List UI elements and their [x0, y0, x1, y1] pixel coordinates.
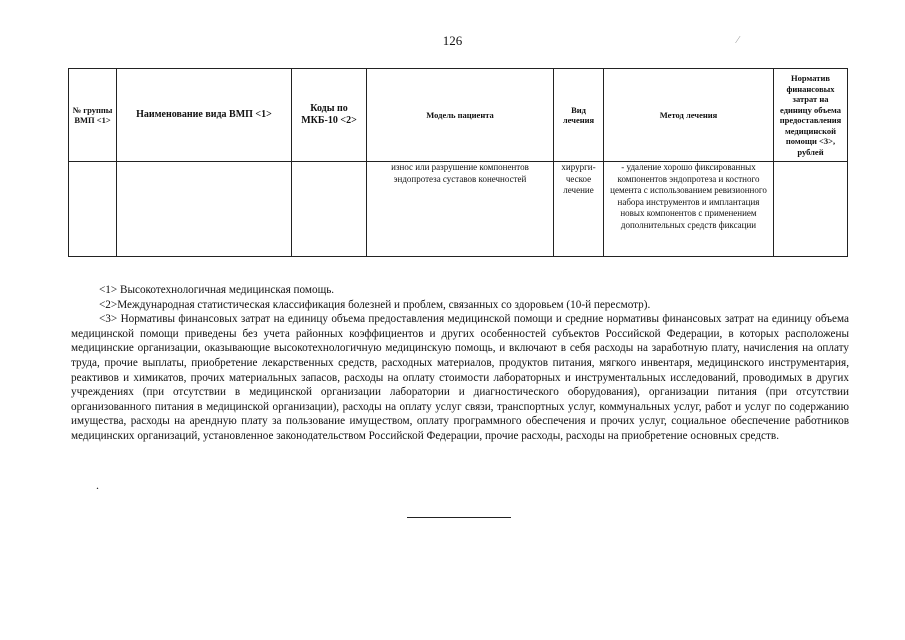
cell-treatment-type: хирурги-ческое лечение	[554, 162, 604, 257]
footnote-1: <1> Высокотехнологичная медицинская помощь.	[99, 284, 335, 296]
footnote-2: <2>Международная статистическая классификация болезней и проблем, связанных со здоровьем (10-й пересмотр).	[99, 298, 651, 311]
cell-cost	[774, 162, 848, 257]
cell-icd-codes	[292, 162, 367, 257]
cell-group-no	[69, 162, 117, 257]
vmp-table	[68, 68, 848, 257]
footnotes	[71, 283, 849, 444]
header-vmp-name: Наименование вида ВМП <1>	[117, 69, 292, 162]
table-row	[69, 162, 848, 257]
stray-dot: .	[96, 478, 99, 492]
cell-patient-model: износ или разрушение компонентов эндопротеза суставов конечностей	[367, 162, 554, 257]
page-number: 126	[442, 33, 463, 48]
scan-mark: ⁄	[737, 35, 739, 46]
end-rule	[407, 517, 511, 518]
header-group-no: № группы ВМП <1>	[69, 69, 117, 162]
cell-treatment-method: - удаление хорошо фиксированных компонентов эндопротеза и костного цемента с использованием ревизионного набора инструментов и имплантация новых компонентов с применением дополнительных средств фиксации	[604, 162, 774, 257]
table-header-row	[69, 69, 848, 162]
header-treatment-type: Вид лечения	[554, 69, 604, 162]
header-treatment-method: Метод лечения	[604, 69, 774, 162]
header-patient-model: Модель пациента	[367, 69, 554, 162]
cell-vmp-name	[117, 162, 292, 257]
header-cost-standard: Норматив финансовых затрат на единицу объема предоставления медицинской помощи <3>, рублей	[774, 69, 848, 162]
header-icd-codes: Коды по МКБ-10 <2>	[292, 69, 367, 162]
footnote-3: <3> Нормативы финансовых затрат на единицу объема предоставления медицинской помощи и средние нормативы финансовых затрат на единицу объема медицинской помощи приведены без учета районных коэффициентов и других особенностей субъектов Российской Федерации, в которых расположены медицинские организации, оказывающие высокотехнологичную медицинскую помощь, и включают в себя расходы на заработную плату, начисления на оплату труда, прочие выплаты, приобретение лекарственных средств, расходных материалов, продуктов питания, мягкого инвентаря, медицинского инструментария, реактивов и химикатов, прочих материальных запасов, расходы на оплату стоимости лабораторных и инструментальных исследований, проводимых в других учреждениях (при отсутствии в медицинской организации лаборатории и диагностического оборудования), организации питания (при отсутствии организованного питания в медицинской организации), расходы на оплату услуг связи, транспортных услуг, коммунальных услуг, работ и услуг по содержанию имущества, расходы на арендную плату за пользование имуществом, оплату программного обеспечения и прочих услуг, социальное обеспечение работников медицинских организаций, установленное законодательством Российской Федерации, прочие расходы, расходы на приобретение основных средств.	[71, 313, 849, 442]
